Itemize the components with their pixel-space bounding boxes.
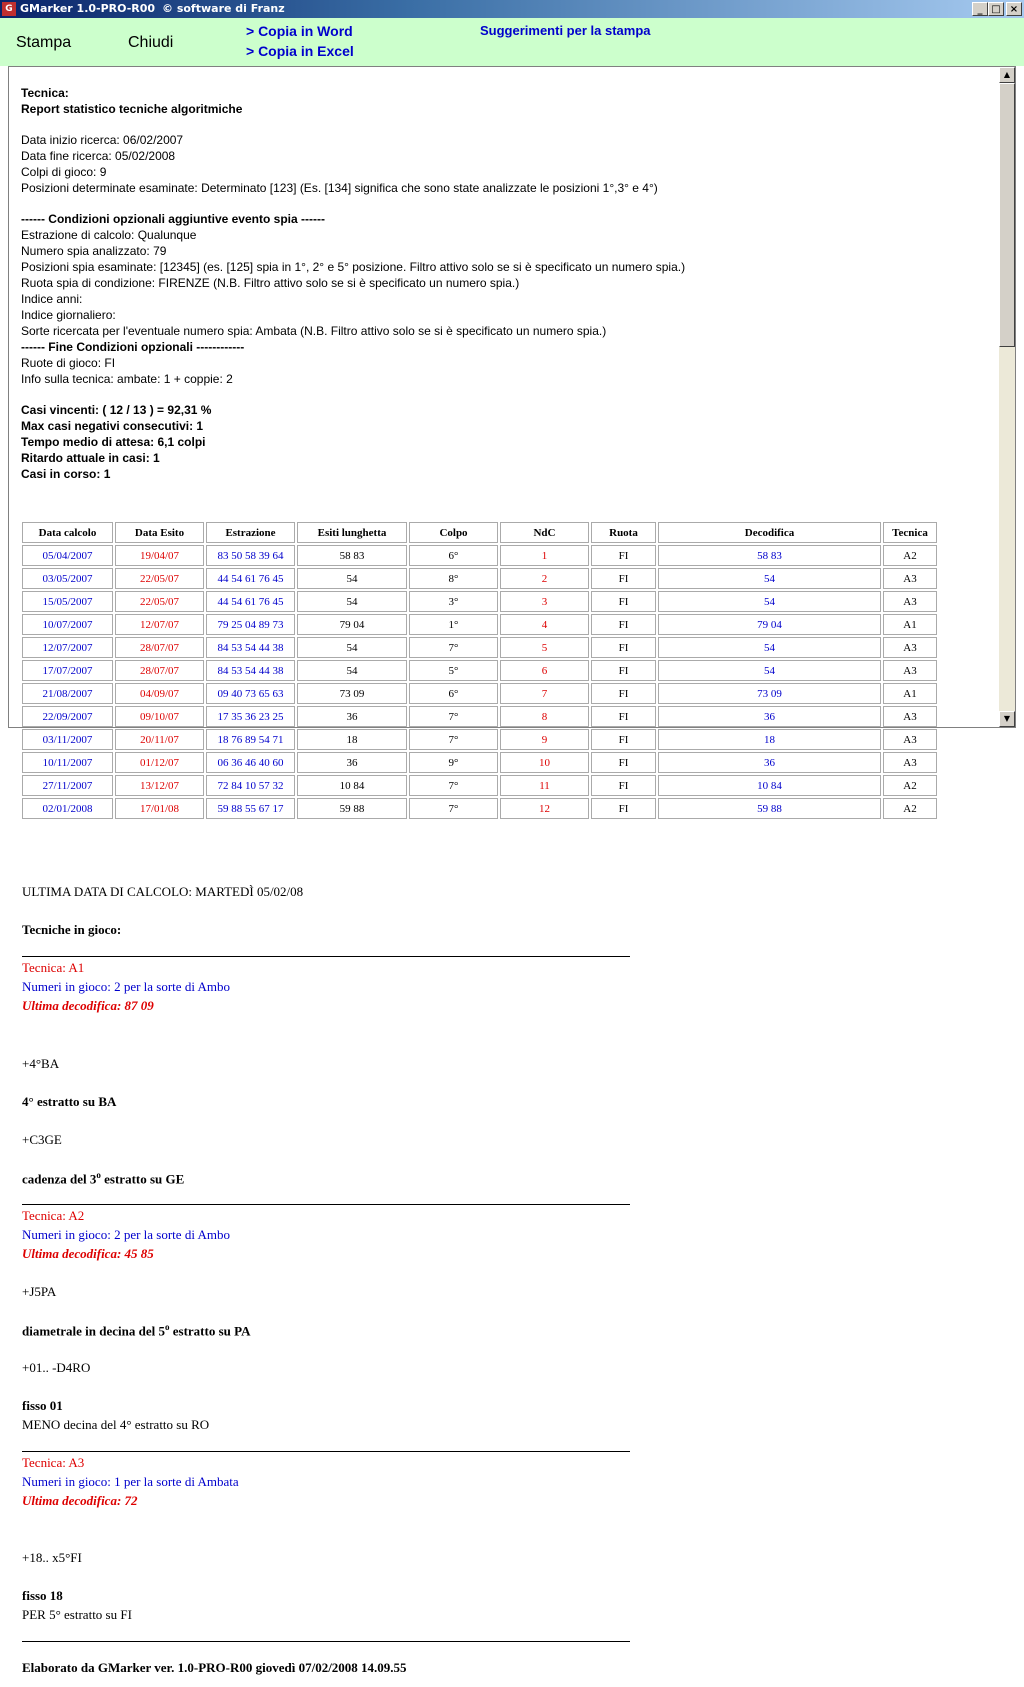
cell-esiti-lunghetta: 73 09 xyxy=(297,683,407,704)
tecnica-a1-decodifica: Ultima decodifica: 87 09 xyxy=(22,998,154,1013)
cell-colpo: 7° xyxy=(409,798,498,819)
cell-data-esito: 22/05/07 xyxy=(115,568,204,589)
cell-data-calcolo: 10/11/2007 xyxy=(22,752,113,773)
tecniche-in-gioco: Tecniche in gioco: xyxy=(22,922,122,937)
cell-ndc: 4 xyxy=(500,614,589,635)
cell-decodifica: 79 04 xyxy=(658,614,881,635)
tecnica-a3-line1: +18.. x5°FI xyxy=(22,1550,82,1565)
estrazione-calcolo: Estrazione di calcolo: Qualunque xyxy=(21,228,197,242)
title-bar xyxy=(0,0,1024,18)
cell-decodifica: 18 xyxy=(658,729,881,750)
table-row xyxy=(22,591,937,612)
cell-tecnica: A2 xyxy=(883,545,937,566)
table-row xyxy=(22,752,937,773)
sorte-ricercata: Sorte ricercata per l'eventuale numero spia: Ambata (N.B. Filtro attivo solo se si è specificato un numero spia.) xyxy=(21,324,607,338)
cell-data-calcolo: 15/05/2007 xyxy=(22,591,113,612)
cell-data-esito: 17/01/08 xyxy=(115,798,204,819)
table-row xyxy=(22,568,937,589)
cell-ruota: FI xyxy=(591,545,656,566)
vertical-scrollbar[interactable] xyxy=(999,67,1015,727)
window-subtitle: © software di Franz xyxy=(162,2,285,15)
cell-colpo: 7° xyxy=(409,706,498,727)
tecnica-a2-decodifica: Ultima decodifica: 45 85 xyxy=(22,1246,154,1261)
cell-data-calcolo: 05/04/2007 xyxy=(22,545,113,566)
tecnica-a3-decodifica: Ultima decodifica: 72 xyxy=(22,1493,138,1508)
table-header-row xyxy=(22,522,937,543)
tecnica-a1-line2: 4° estratto su BA xyxy=(22,1094,117,1109)
cell-data-esito: 20/11/07 xyxy=(115,729,204,750)
cell-colpo: 5° xyxy=(409,660,498,681)
colpi-gioco: Colpi di gioco: 9 xyxy=(21,165,107,179)
cell-ruota: FI xyxy=(591,660,656,681)
footer-elaborato: Elaborato da GMarker ver. 1.0-PRO-R00 giovedì 07/02/2008 14.09.55 xyxy=(22,1660,407,1675)
cell-decodifica: 73 09 xyxy=(658,683,881,704)
cell-estrazione: 84 53 54 44 38 xyxy=(206,660,295,681)
header-estrazione: Estrazione xyxy=(206,522,295,543)
tecnica-a2-title: Tecnica: A2 xyxy=(22,1208,85,1223)
divider-a2 xyxy=(22,1204,630,1205)
tecnica-a3-line3: PER 5° estratto su FI xyxy=(22,1607,132,1622)
cell-data-calcolo: 22/09/2007 xyxy=(22,706,113,727)
cell-data-calcolo: 27/11/2007 xyxy=(22,775,113,796)
close-button[interactable]: × xyxy=(1006,2,1022,16)
cell-ruota: FI xyxy=(591,798,656,819)
cell-data-esito: 22/05/07 xyxy=(115,591,204,612)
cell-data-esito: 12/07/07 xyxy=(115,614,204,635)
cell-esiti-lunghetta: 54 xyxy=(297,591,407,612)
cell-colpo: 6° xyxy=(409,683,498,704)
cell-esiti-lunghetta: 36 xyxy=(297,706,407,727)
cell-ruota: FI xyxy=(591,568,656,589)
cell-ndc: 12 xyxy=(500,798,589,819)
cell-esiti-lunghetta: 54 xyxy=(297,660,407,681)
cell-esiti-lunghetta: 58 83 xyxy=(297,545,407,566)
cell-data-calcolo: 10/07/2007 xyxy=(22,614,113,635)
cell-estrazione: 09 40 73 65 63 xyxy=(206,683,295,704)
divider-footer xyxy=(22,1641,630,1642)
ruota-spia: Ruota spia di condizione: FIRENZE (N.B. Filtro attivo solo se si è specificato un numero spia.) xyxy=(21,276,520,290)
max-casi-negativi: Max casi negativi consecutivi: 1 xyxy=(21,419,204,433)
cell-esiti-lunghetta: 79 04 xyxy=(297,614,407,635)
posizioni: Posizioni determinate esaminate: Determinato [123] (Es. [134] significa che sono state analizzate le posizioni 1°,3° e 4°) xyxy=(21,181,658,195)
cell-data-esito: 13/12/07 xyxy=(115,775,204,796)
condizioni-heading: ------ Condizioni opzionali aggiuntive evento spia ------ xyxy=(21,212,325,226)
cell-data-calcolo: 03/11/2007 xyxy=(22,729,113,750)
cell-esiti-lunghetta: 59 88 xyxy=(297,798,407,819)
cell-tecnica: A3 xyxy=(883,660,937,681)
stampa-button[interactable]: Stampa xyxy=(16,34,72,51)
window-title: GMarker 1.0-PRO-R00 xyxy=(20,2,156,15)
cell-data-calcolo: 21/08/2007 xyxy=(22,683,113,704)
cell-data-esito: 19/04/07 xyxy=(115,545,204,566)
tecnica-a3-line2: fisso 18 xyxy=(22,1588,63,1603)
indice-giornaliero: Indice giornaliero: xyxy=(21,308,116,322)
divider-a1 xyxy=(22,956,630,957)
scroll-down-icon[interactable]: ▼ xyxy=(999,711,1015,727)
cell-tecnica: A1 xyxy=(883,683,937,704)
cell-colpo: 7° xyxy=(409,729,498,750)
ruote-gioco: Ruote di gioco: FI xyxy=(21,356,116,370)
cell-data-esito: 01/12/07 xyxy=(115,752,204,773)
cell-estrazione: 44 54 61 76 45 xyxy=(206,568,295,589)
results-table xyxy=(20,520,939,821)
tecnica-a2-line2: diametrale in decina del 5$^o$ estratto su PA xyxy=(22,1322,251,1339)
header-data-calcolo: Data calcolo xyxy=(22,522,113,543)
cell-decodifica: 59 88 xyxy=(658,798,881,819)
cell-ruota: FI xyxy=(591,775,656,796)
cell-estrazione: 06 36 46 40 60 xyxy=(206,752,295,773)
tecnica-a2-line1: +J5PA xyxy=(22,1284,57,1299)
tecnica-a2-numeri: Numeri in gioco: 2 per la sorte di Ambo xyxy=(22,1227,230,1242)
cell-decodifica: 10 84 xyxy=(658,775,881,796)
cell-tecnica: A2 xyxy=(883,775,937,796)
cell-data-calcolo: 02/01/2008 xyxy=(22,798,113,819)
table-row xyxy=(22,706,937,727)
data-fine: Data fine ricerca: 05/02/2008 xyxy=(21,149,176,163)
cell-ndc: 10 xyxy=(500,752,589,773)
cell-data-calcolo: 12/07/2007 xyxy=(22,637,113,658)
suggerimenti-link[interactable]: Suggerimenti per la stampa xyxy=(480,23,651,38)
table-row xyxy=(22,545,937,566)
cell-data-esito: 04/09/07 xyxy=(115,683,204,704)
toolbar xyxy=(0,18,1024,66)
cell-data-calcolo: 17/07/2007 xyxy=(22,660,113,681)
cell-ruota: FI xyxy=(591,752,656,773)
copia-excel-link[interactable]: > Copia in Excel xyxy=(246,43,354,59)
tecnica-a2-line4: fisso 01 xyxy=(22,1398,63,1413)
posizioni-spia: Posizioni spia esaminate: [12345] (es. [125] spia in 1°, 2° e 5° posizione. Filtro attivo solo se si è specificato un numero spia.) xyxy=(21,260,686,274)
table-row xyxy=(22,614,937,635)
maximize-button[interactable]: □ xyxy=(988,2,1004,16)
fine-condizioni: ------ Fine Condizioni opzionali ------------ xyxy=(21,340,245,354)
cell-estrazione: 18 76 89 54 71 xyxy=(206,729,295,750)
cell-estrazione: 84 53 54 44 38 xyxy=(206,637,295,658)
cell-decodifica: 54 xyxy=(658,660,881,681)
cell-esiti-lunghetta: 36 xyxy=(297,752,407,773)
casi-vincenti: Casi vincenti: ( 12 / 13 ) = 92,31 % xyxy=(21,403,212,417)
cell-colpo: 7° xyxy=(409,637,498,658)
cell-data-esito: 28/07/07 xyxy=(115,637,204,658)
cell-colpo: 9° xyxy=(409,752,498,773)
cell-decodifica: 36 xyxy=(658,752,881,773)
cell-estrazione: 44 54 61 76 45 xyxy=(206,591,295,612)
table-row xyxy=(22,798,937,819)
cell-ruota: FI xyxy=(591,683,656,704)
cell-data-esito: 09/10/07 xyxy=(115,706,204,727)
table-body xyxy=(22,545,937,819)
cell-ruota: FI xyxy=(591,591,656,612)
cell-tecnica: A3 xyxy=(883,591,937,612)
cell-ruota: FI xyxy=(591,637,656,658)
cell-tecnica: A3 xyxy=(883,568,937,589)
cell-ruota: FI xyxy=(591,706,656,727)
cell-tecnica: A3 xyxy=(883,706,937,727)
data-inizio: Data inizio ricerca: 06/02/2007 xyxy=(21,133,184,147)
scroll-up-icon[interactable]: ▲ xyxy=(999,67,1015,83)
tecnica-a1-line3: +C3GE xyxy=(22,1132,62,1147)
cell-decodifica: 36 xyxy=(658,706,881,727)
header-colpo: Colpo xyxy=(409,522,498,543)
report-subtitle: Report statistico tecniche algoritmiche xyxy=(21,102,243,116)
cell-colpo: 1° xyxy=(409,614,498,635)
cell-colpo: 8° xyxy=(409,568,498,589)
cell-colpo: 6° xyxy=(409,545,498,566)
header-ndc: NdC xyxy=(500,522,589,543)
cell-esiti-lunghetta: 10 84 xyxy=(297,775,407,796)
tecnica-a2-line3: +01.. -D4RO xyxy=(22,1360,91,1375)
cell-estrazione: 72 84 10 57 32 xyxy=(206,775,295,796)
cell-ndc: 6 xyxy=(500,660,589,681)
info-tecnica: Info sulla tecnica: ambate: 1 + coppie: 2 xyxy=(21,372,233,386)
cell-tecnica: A2 xyxy=(883,798,937,819)
tecnica-a1-line4: cadenza del 3$^o$ estratto su GE xyxy=(22,1170,185,1187)
casi-in-corso: Casi in corso: 1 xyxy=(21,467,111,481)
divider-a3 xyxy=(22,1451,630,1452)
cell-esiti-lunghetta: 54 xyxy=(297,637,407,658)
cell-decodifica: 54 xyxy=(658,637,881,658)
chiudi-button[interactable]: Chiudi xyxy=(128,34,174,51)
tempo-medio: Tempo medio di attesa: 6,1 colpi xyxy=(21,435,206,449)
header-tecnica: Tecnica xyxy=(883,522,937,543)
cell-estrazione: 79 25 04 89 73 xyxy=(206,614,295,635)
cell-ndc: 2 xyxy=(500,568,589,589)
tecnica-a3-title: Tecnica: A3 xyxy=(22,1455,85,1470)
tecnica-a3-numeri: Numeri in gioco: 1 per la sorte di Ambata xyxy=(22,1474,239,1489)
cell-data-esito: 28/07/07 xyxy=(115,660,204,681)
tecnica-a2-line5: MENO decina del 4° estratto su RO xyxy=(22,1417,210,1432)
cell-ndc: 5 xyxy=(500,637,589,658)
cell-ndc: 7 xyxy=(500,683,589,704)
cell-estrazione: 83 50 58 39 64 xyxy=(206,545,295,566)
cell-tecnica: A3 xyxy=(883,637,937,658)
tecnica-a1-line1: +4°BA xyxy=(22,1056,60,1071)
cell-ndc: 8 xyxy=(500,706,589,727)
cell-esiti-lunghetta: 54 xyxy=(297,568,407,589)
cell-esiti-lunghetta: 18 xyxy=(297,729,407,750)
cell-estrazione: 17 35 36 23 25 xyxy=(206,706,295,727)
indice-anni: Indice anni: xyxy=(21,292,83,306)
table-row xyxy=(22,660,937,681)
cell-tecnica: A1 xyxy=(883,614,937,635)
table-row xyxy=(22,729,937,750)
cell-ndc: 9 xyxy=(500,729,589,750)
numero-spia: Numero spia analizzato: 79 xyxy=(21,244,167,258)
cell-tecnica: A3 xyxy=(883,729,937,750)
cell-ndc: 1 xyxy=(500,545,589,566)
header-esiti-lunghetta: Esiti lunghetta xyxy=(297,522,407,543)
cell-tecnica: A3 xyxy=(883,752,937,773)
report-text xyxy=(21,85,685,482)
scroll-thumb[interactable] xyxy=(999,83,1015,347)
report-title: Tecnica: xyxy=(21,86,69,100)
tecnica-a1-numeri: Numeri in gioco: 2 per la sorte di Ambo xyxy=(22,979,230,994)
cell-decodifica: 54 xyxy=(658,591,881,612)
ultima-data-calcolo: ULTIMA DATA DI CALCOLO: MARTEDÌ 05/02/08 xyxy=(22,884,304,899)
cell-decodifica: 54 xyxy=(658,568,881,589)
header-decodifica: Decodifica xyxy=(658,522,881,543)
header-data-esito: Data Esito xyxy=(115,522,204,543)
cell-ndc: 11 xyxy=(500,775,589,796)
table-row xyxy=(22,683,937,704)
cell-ruota: FI xyxy=(591,614,656,635)
cell-data-calcolo: 03/05/2007 xyxy=(22,568,113,589)
cell-decodifica: 58 83 xyxy=(658,545,881,566)
cell-colpo: 7° xyxy=(409,775,498,796)
minimize-button[interactable]: _ xyxy=(972,2,988,16)
cell-estrazione: 59 88 55 67 17 xyxy=(206,798,295,819)
cell-ruota: FI xyxy=(591,729,656,750)
table-row xyxy=(22,637,937,658)
copia-word-link[interactable]: > Copia in Word xyxy=(246,23,353,39)
table-row xyxy=(22,775,937,796)
app-icon: G xyxy=(2,2,16,16)
cell-colpo: 3° xyxy=(409,591,498,612)
cell-ndc: 3 xyxy=(500,591,589,612)
header-ruota: Ruota xyxy=(591,522,656,543)
ritardo-attuale: Ritardo attuale in casi: 1 xyxy=(21,451,160,465)
tecnica-a1-title: Tecnica: A1 xyxy=(22,960,85,975)
